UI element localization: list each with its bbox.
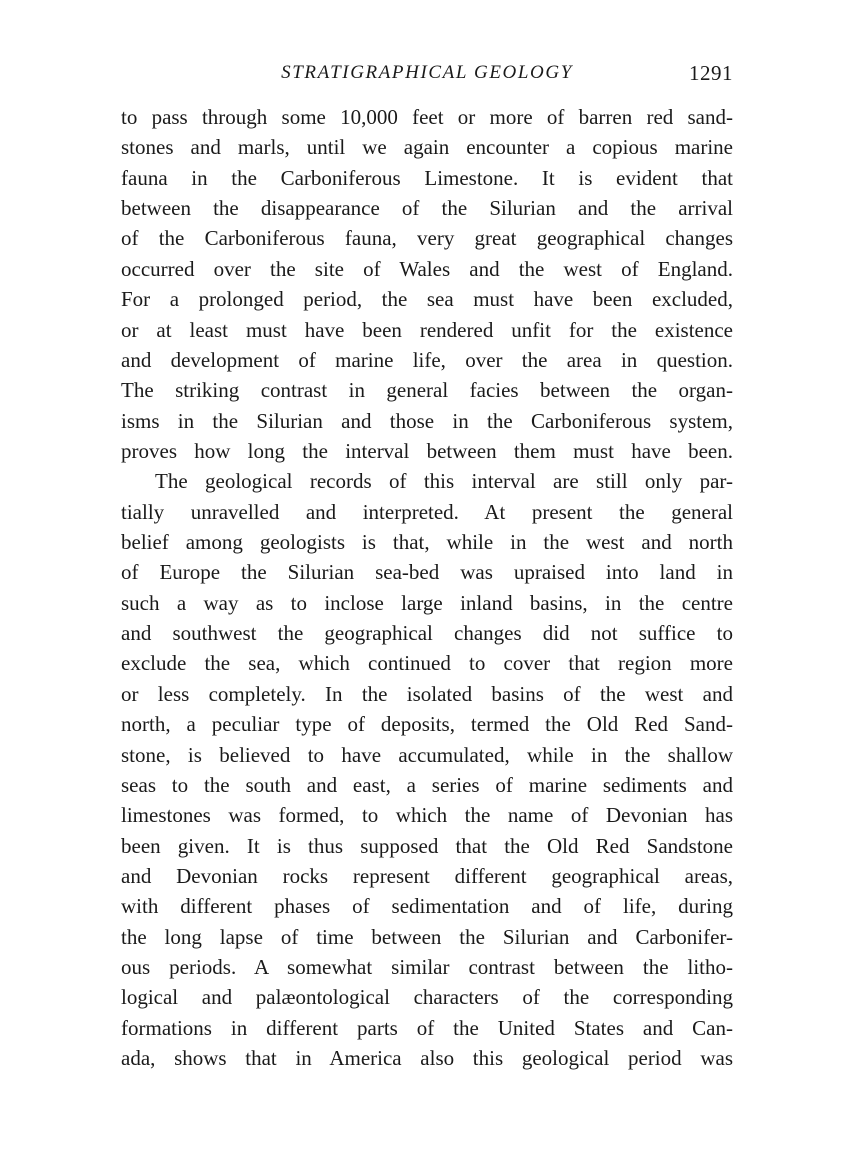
- text-line: exclude the sea, which continued to cover that region more: [121, 651, 733, 676]
- text-line: stone, is believed to have accumulated, while in the shallow: [121, 742, 733, 767]
- text-line: belief among geologists is that, while in the west and north: [121, 530, 733, 555]
- text-line: the long lapse of time between the Silurian and Carbonifer-: [121, 924, 733, 949]
- running-title: STRATIGRAPHICAL GEOLOGY: [281, 62, 573, 83]
- text-line: For a prolonged period, the sea must have been excluded,: [121, 287, 733, 312]
- text-line: occurred over the site of Wales and the west of England.: [121, 256, 733, 281]
- paragraph-first-line: The geological records of this interval are still only par-: [155, 469, 733, 494]
- text-line: between the disappearance of the Silurian and the arrival: [121, 196, 733, 221]
- text-line: or at least must have been rendered unfit for the existence: [121, 317, 733, 342]
- text-line: to pass through some 10,000 feet or more of barren red sand-: [121, 105, 733, 129]
- text-line: logical and palæontological characters of the corresponding: [121, 985, 733, 1010]
- paragraph-last-line: proves how long the interval between them must have been.: [121, 438, 733, 463]
- text-line: tially unravelled and interpreted. At present the general: [121, 499, 733, 524]
- text-line: north, a peculiar type of deposits, termed the Old Red Sand-: [121, 712, 733, 737]
- text-line: stones and marls, until we again encounter a copious marine: [121, 135, 733, 160]
- text-line: been given. It is thus supposed that the Old Red Sandstone: [121, 833, 733, 858]
- text-line: formations in different parts of the United States and Can-: [121, 1015, 733, 1040]
- body-text: [121, 102, 733, 1074]
- text-line: and development of marine life, over the area in question.: [121, 347, 733, 372]
- text-line: limestones was formed, to which the name of Devonian has: [121, 803, 733, 828]
- text-line: and southwest the geographical changes did not suffice to: [121, 621, 733, 646]
- text-line: or less completely. In the isolated basins of the west and: [121, 681, 733, 706]
- text-line: of Europe the Silurian sea-bed was upraised into land in: [121, 560, 733, 585]
- text-line: such a way as to inclose large inland basins, in the centre: [121, 590, 733, 615]
- text-line: ous periods. A somewhat similar contrast between the litho-: [121, 955, 733, 980]
- text-line: fauna in the Carboniferous Limestone. It is evident that: [121, 165, 733, 190]
- running-head: [121, 58, 733, 88]
- text-line: seas to the south and east, a series of marine sediments and: [121, 772, 733, 797]
- text-line: with different phases of sedimentation and of life, during: [121, 894, 733, 919]
- text-line: of the Carboniferous fauna, very great geographical changes: [121, 226, 733, 251]
- text-line: and Devonian rocks represent different geographical areas,: [121, 863, 733, 888]
- text-line: The striking contrast in general facies between the organ-: [121, 378, 733, 403]
- text-line: isms in the Silurian and those in the Carboniferous system,: [121, 408, 733, 433]
- page-number: 1291: [689, 61, 733, 85]
- text-line: ada, shows that in America also this geological period was: [121, 1046, 733, 1071]
